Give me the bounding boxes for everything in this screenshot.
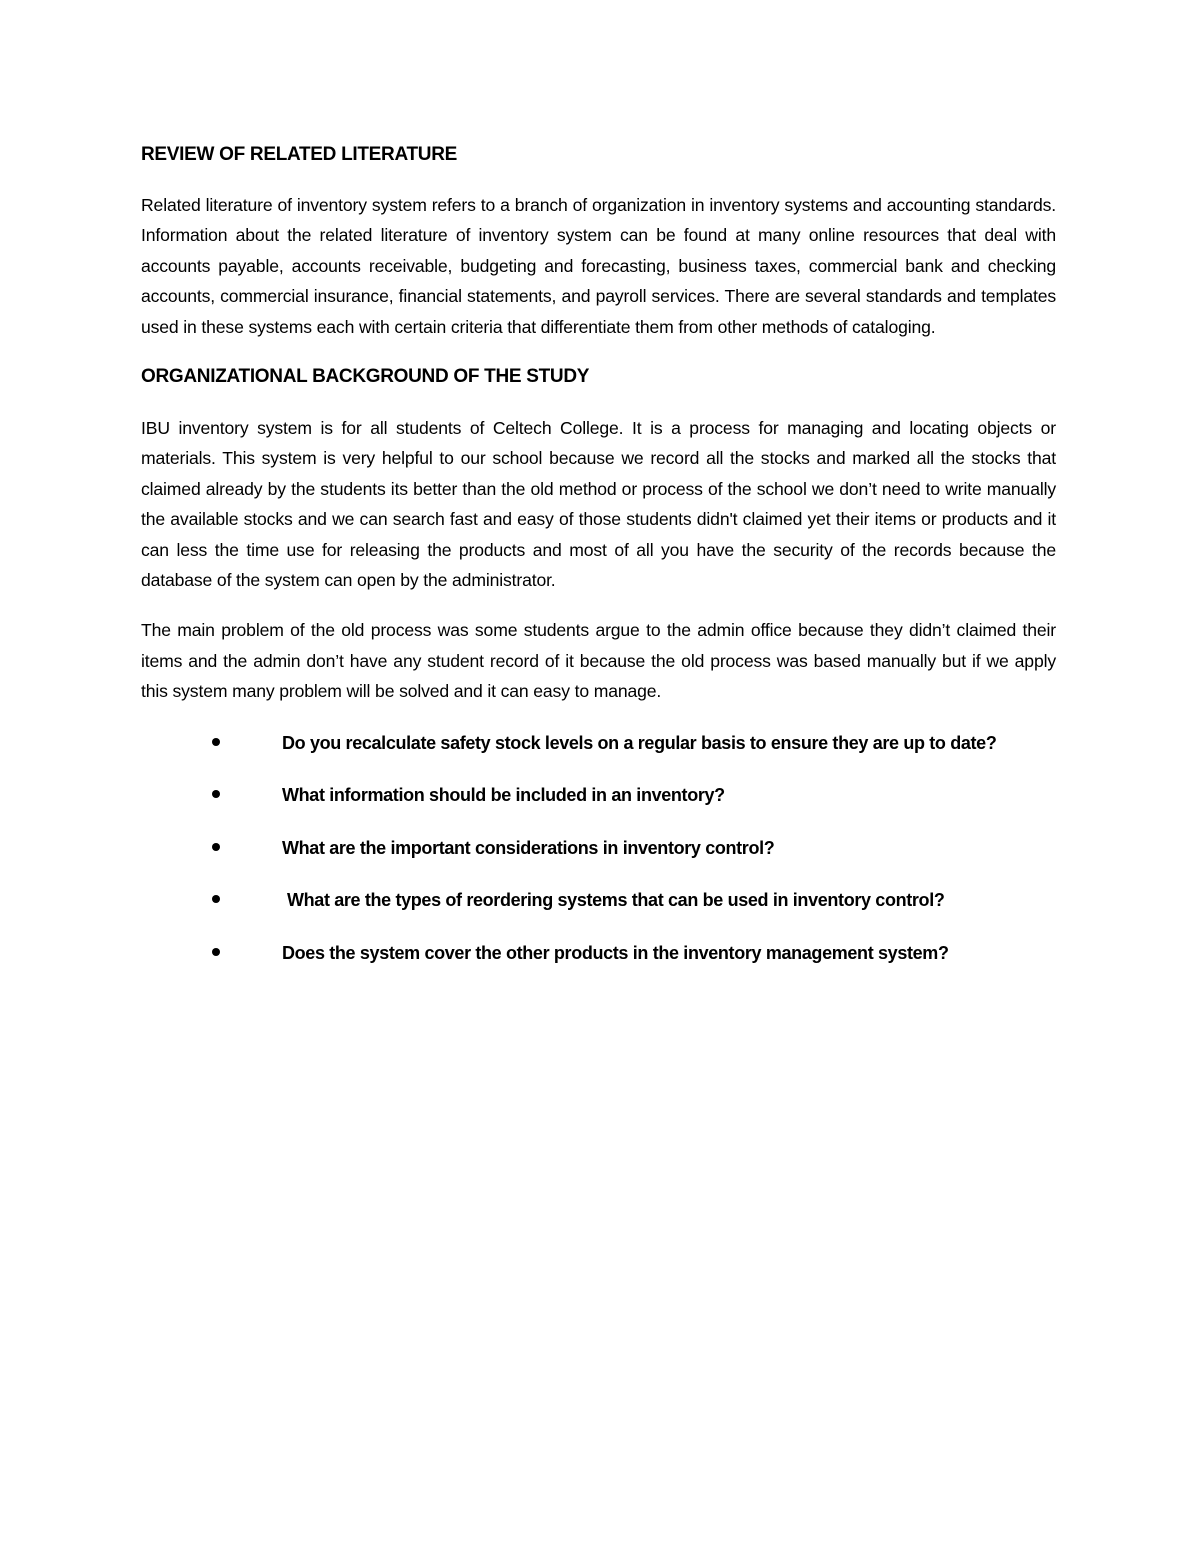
list-item	[141, 731, 1056, 784]
list-item	[141, 888, 1056, 941]
question-text: What information should be included in an inventory?	[282, 785, 725, 806]
bullet-icon	[212, 843, 220, 851]
bullet-icon	[212, 895, 220, 903]
question-text: Does the system cover the other products in the inventory management system?	[282, 942, 949, 963]
list-item	[141, 836, 1056, 889]
bullet-icon	[212, 948, 220, 956]
paragraph-main-problem: The main problem of the old process was some students argue to the admin office because they didn’t claimed their items and the admin don’t have any student record of it because the old process was based manually but if we apply this system many problem will be solved and it can easy to manage.	[141, 620, 1056, 702]
document-body	[141, 140, 1056, 993]
list-item	[141, 783, 1056, 836]
question-text: Do you recalculate safety stock levels on a regular basis to ensure they are up to date?	[282, 732, 997, 753]
section-heading-review: REVIEW OF RELATED LITERATURE	[141, 144, 458, 165]
paragraph-related-literature: Related literature of inventory system refers to a branch of organization in inventory systems and accounting standards. Information about the related literature of inventory system can be found at many online resources that deal with accounts payable, accounts receivable, budgeting and forecasting, business taxes, commercial bank and checking accounts, commercial insurance, financial statements, and payroll services. There are several standards and templates used in these systems each with certain criteria that differentiate them from other methods of cataloging.	[141, 195, 1056, 337]
section-heading-organizational-background: ORGANIZATIONAL BACKGROUND OF THE STUDY	[141, 366, 590, 388]
list-item	[141, 941, 1056, 994]
bullet-icon	[212, 738, 220, 746]
question-text: What are the types of reordering systems that can be used in inventory control?	[287, 890, 945, 911]
question-text: What are the important considerations in inventory control?	[282, 837, 775, 858]
question-list	[141, 731, 1056, 994]
bullet-icon	[212, 790, 220, 798]
paragraph-ibu-system: IBU inventory system is for all students of Celtech College. It is a process for managing and locating objects or materials. This system is very helpful to our school because we record all the stocks and marked all the stocks that claimed already by the students its better than the old method or process of the school we don’t need to write manually the available stocks and we can search fast and easy of those students didn't claimed yet their items or products and it can less the time use for releasing the products and most of all you have the security of the records because the database of the system can open by the administrator.	[141, 418, 1056, 591]
